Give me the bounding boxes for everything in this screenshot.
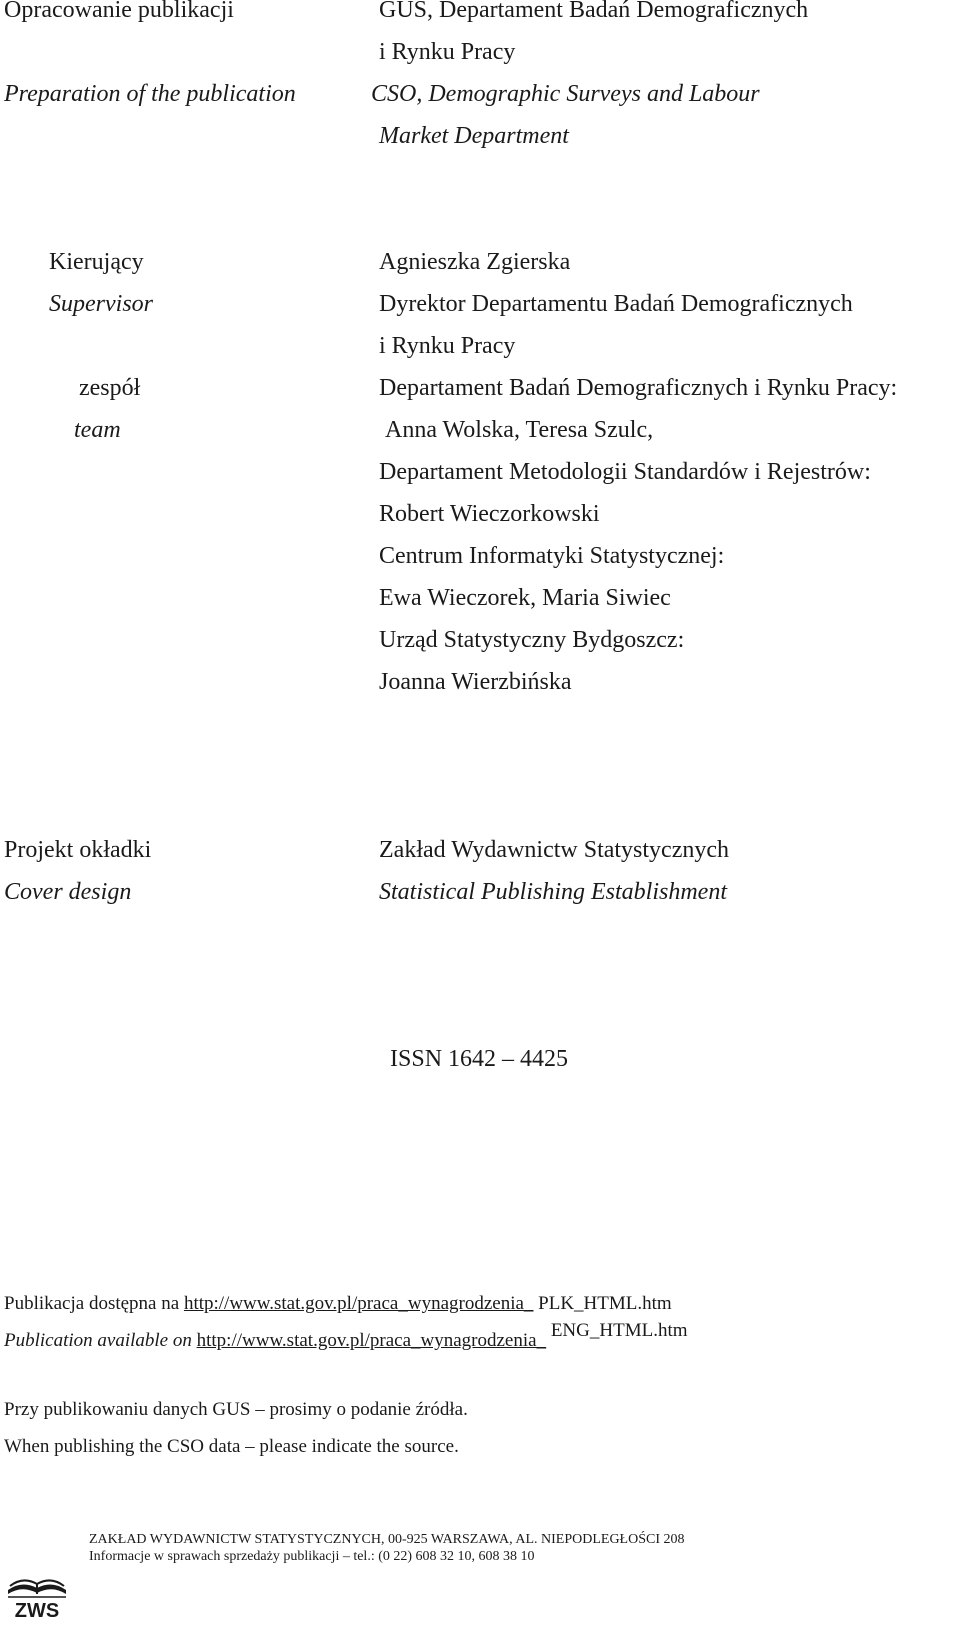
footer-address: ZAKŁAD WYDAWNICTW STATYSTYCZNYCH, 00-925 WARSZAWA, AL. NIEPODLEGŁOŚCI 208	[89, 1532, 685, 1547]
availability-pl	[4, 1293, 672, 1315]
team-line: Urząd Statystyczny Bydgoszcz:	[379, 627, 685, 653]
supervisor-label-pl: Kierujący	[49, 249, 144, 275]
preparation-label-en: Preparation of the publication	[4, 81, 296, 107]
supervisor-name: Agnieszka Zgierska	[379, 249, 571, 275]
preparation-value-pl-line1: GUS, Departament Badań Demograficznych	[379, 0, 809, 23]
availability-pl-link[interactable]: http://www.stat.gov.pl/praca_wynagrodzenia_	[183, 1293, 534, 1314]
issn: ISSN 1642 – 4425	[390, 1046, 569, 1072]
preparation-value-en-line1: CSO, Demographic Surveys and Labour	[371, 81, 760, 107]
footer-sales-info: Informacje w sprawach sprzedaży publikacji – tel.: (0 22) 608 32 10, 608 38 10	[89, 1549, 535, 1564]
availability-en-prefix: Publication available on	[4, 1330, 197, 1351]
cover-value-en: Statistical Publishing Establishment	[379, 879, 727, 905]
team-label-pl: zespół	[79, 375, 141, 401]
team-line: Centrum Informatyki Statystycznej:	[379, 543, 725, 569]
supervisor-label-en: Supervisor	[49, 291, 153, 317]
preparation-value-en-line2: Market Department	[379, 123, 569, 149]
cover-label-pl: Projekt okładki	[4, 837, 152, 863]
supervisor-title-line2: i Rynku Pracy	[379, 333, 516, 359]
team-line: Ewa Wieczorek, Maria Siwiec	[379, 585, 671, 611]
logo-text: ZWS	[14, 1600, 60, 1620]
availability-en-link[interactable]: http://www.stat.gov.pl/praca_wynagrodzenia_	[196, 1330, 547, 1351]
zws-logo	[4, 1570, 70, 1620]
team-label-en: team	[74, 417, 121, 443]
availability-en-suffix: ENG_HTML.htm	[550, 1320, 688, 1341]
book-logo-icon	[4, 1570, 70, 1620]
cover-value-pl: Zakład Wydawnictw Statystycznych	[379, 837, 730, 863]
supervisor-title-line1: Dyrektor Departamentu Badań Demograficznych	[379, 291, 853, 317]
availability-en	[4, 1320, 688, 1352]
availability-pl-prefix: Publikacja dostępna na	[4, 1293, 184, 1314]
preparation-value-pl-line2: i Rynku Pracy	[379, 39, 516, 65]
source-note-pl: Przy publikowaniu danych GUS – prosimy o podanie źródła.	[4, 1399, 468, 1420]
availability-pl-suffix: PLK_HTML.htm	[538, 1293, 672, 1314]
preparation-label-pl: Opracowanie publikacji	[4, 0, 234, 23]
team-line: Departament Badań Demograficznych i Rynku Pracy:	[379, 375, 898, 401]
team-line: Departament Metodologii Standardów i Rejestrów:	[379, 459, 871, 485]
team-line: Anna Wolska, Teresa Szulc,	[385, 417, 654, 443]
team-line: Joanna Wierzbińska	[379, 669, 572, 695]
team-line: Robert Wieczorkowski	[379, 501, 600, 527]
source-note-en: When publishing the CSO data – please indicate the source.	[4, 1436, 459, 1457]
cover-label-en: Cover design	[4, 879, 132, 905]
